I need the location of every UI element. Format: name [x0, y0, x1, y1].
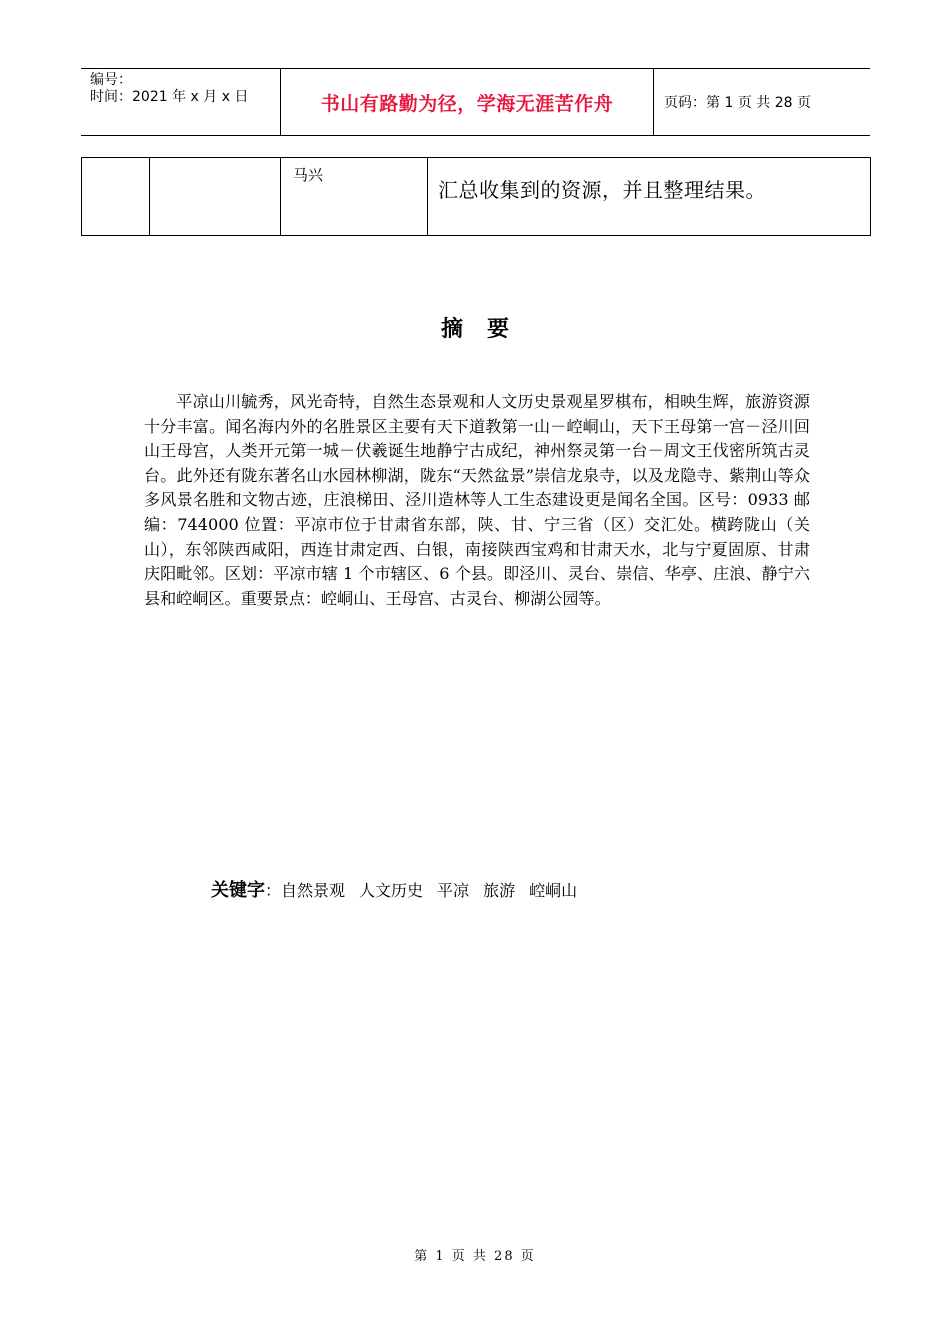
keywords-label: 关键字 [211, 880, 265, 901]
keyword-item: 人文历史 [359, 881, 424, 900]
number-label: 编号： [90, 72, 132, 88]
keywords-line [211, 876, 577, 902]
keyword-item: 平凉 [437, 881, 470, 900]
abstract-body: 平凉山川毓秀，风光奇特，自然生态景观和人文历史景观星罗棋布，相映生辉，旅游资源十分丰富。闻名海内外的名胜景区主要有天下道教第一山－崆峒山，天下王母第一宫－泾川回山王母宫，人类开元第一城－伏羲诞生地静宁古成纪，神州祭灵第一台－周文王伐密所筑古灵台。此外还有陇东著名山水园林柳湖，陇东“天然盆景”崇信龙泉寺，以及龙隐寺、紫荆山等众多风景名胜和文物古迹，庄浪梯田、泾川造林等人工生态建设更是闻名全国。区号：0933 邮编：744000 位置：平凉市位于甘肃省东部，陕、甘、宁三省（区）交汇处。横跨陇山（关山），东邻陕西咸阳，西连甘肃定西、白银，南接陕西宝鸡和甘肃天水，北与宁夏固原、甘肃庆阳毗邻。区划：平凉市辖 1 个市辖区、6 个县。即泾川、灵台、崇信、华亭、庄浪、静宁六县和崆峒区。重要景点：崆峒山、王母宫、古灵台、柳湖公园等。 [144, 392, 810, 608]
header-motto: 书山有路勤为径，学海无涯苦作舟 [281, 69, 654, 135]
keywords-colon: ： [265, 881, 282, 900]
table-cell-empty-1 [82, 158, 150, 235]
page-footer: 第 1 页 共 28 页 [414, 1249, 536, 1264]
task-table-row [81, 157, 871, 236]
page-header [81, 68, 870, 136]
keyword-item: 崆峒山 [529, 881, 578, 900]
table-cell-empty-2 [150, 158, 281, 235]
abstract-title: 摘要 [440, 317, 533, 342]
table-cell-name: 马兴 [281, 158, 428, 235]
header-page-info: 页码：第 1 页 共 28 页 [664, 95, 811, 111]
keyword-item: 自然景观 [281, 881, 346, 900]
keyword-item: 旅游 [483, 881, 516, 900]
time-label: 时间：2021 年 x 月 x 日 [90, 89, 249, 105]
header-meta [81, 69, 281, 135]
table-cell-task: 汇总收集到的资源，并且整理结果。 [438, 178, 766, 202]
